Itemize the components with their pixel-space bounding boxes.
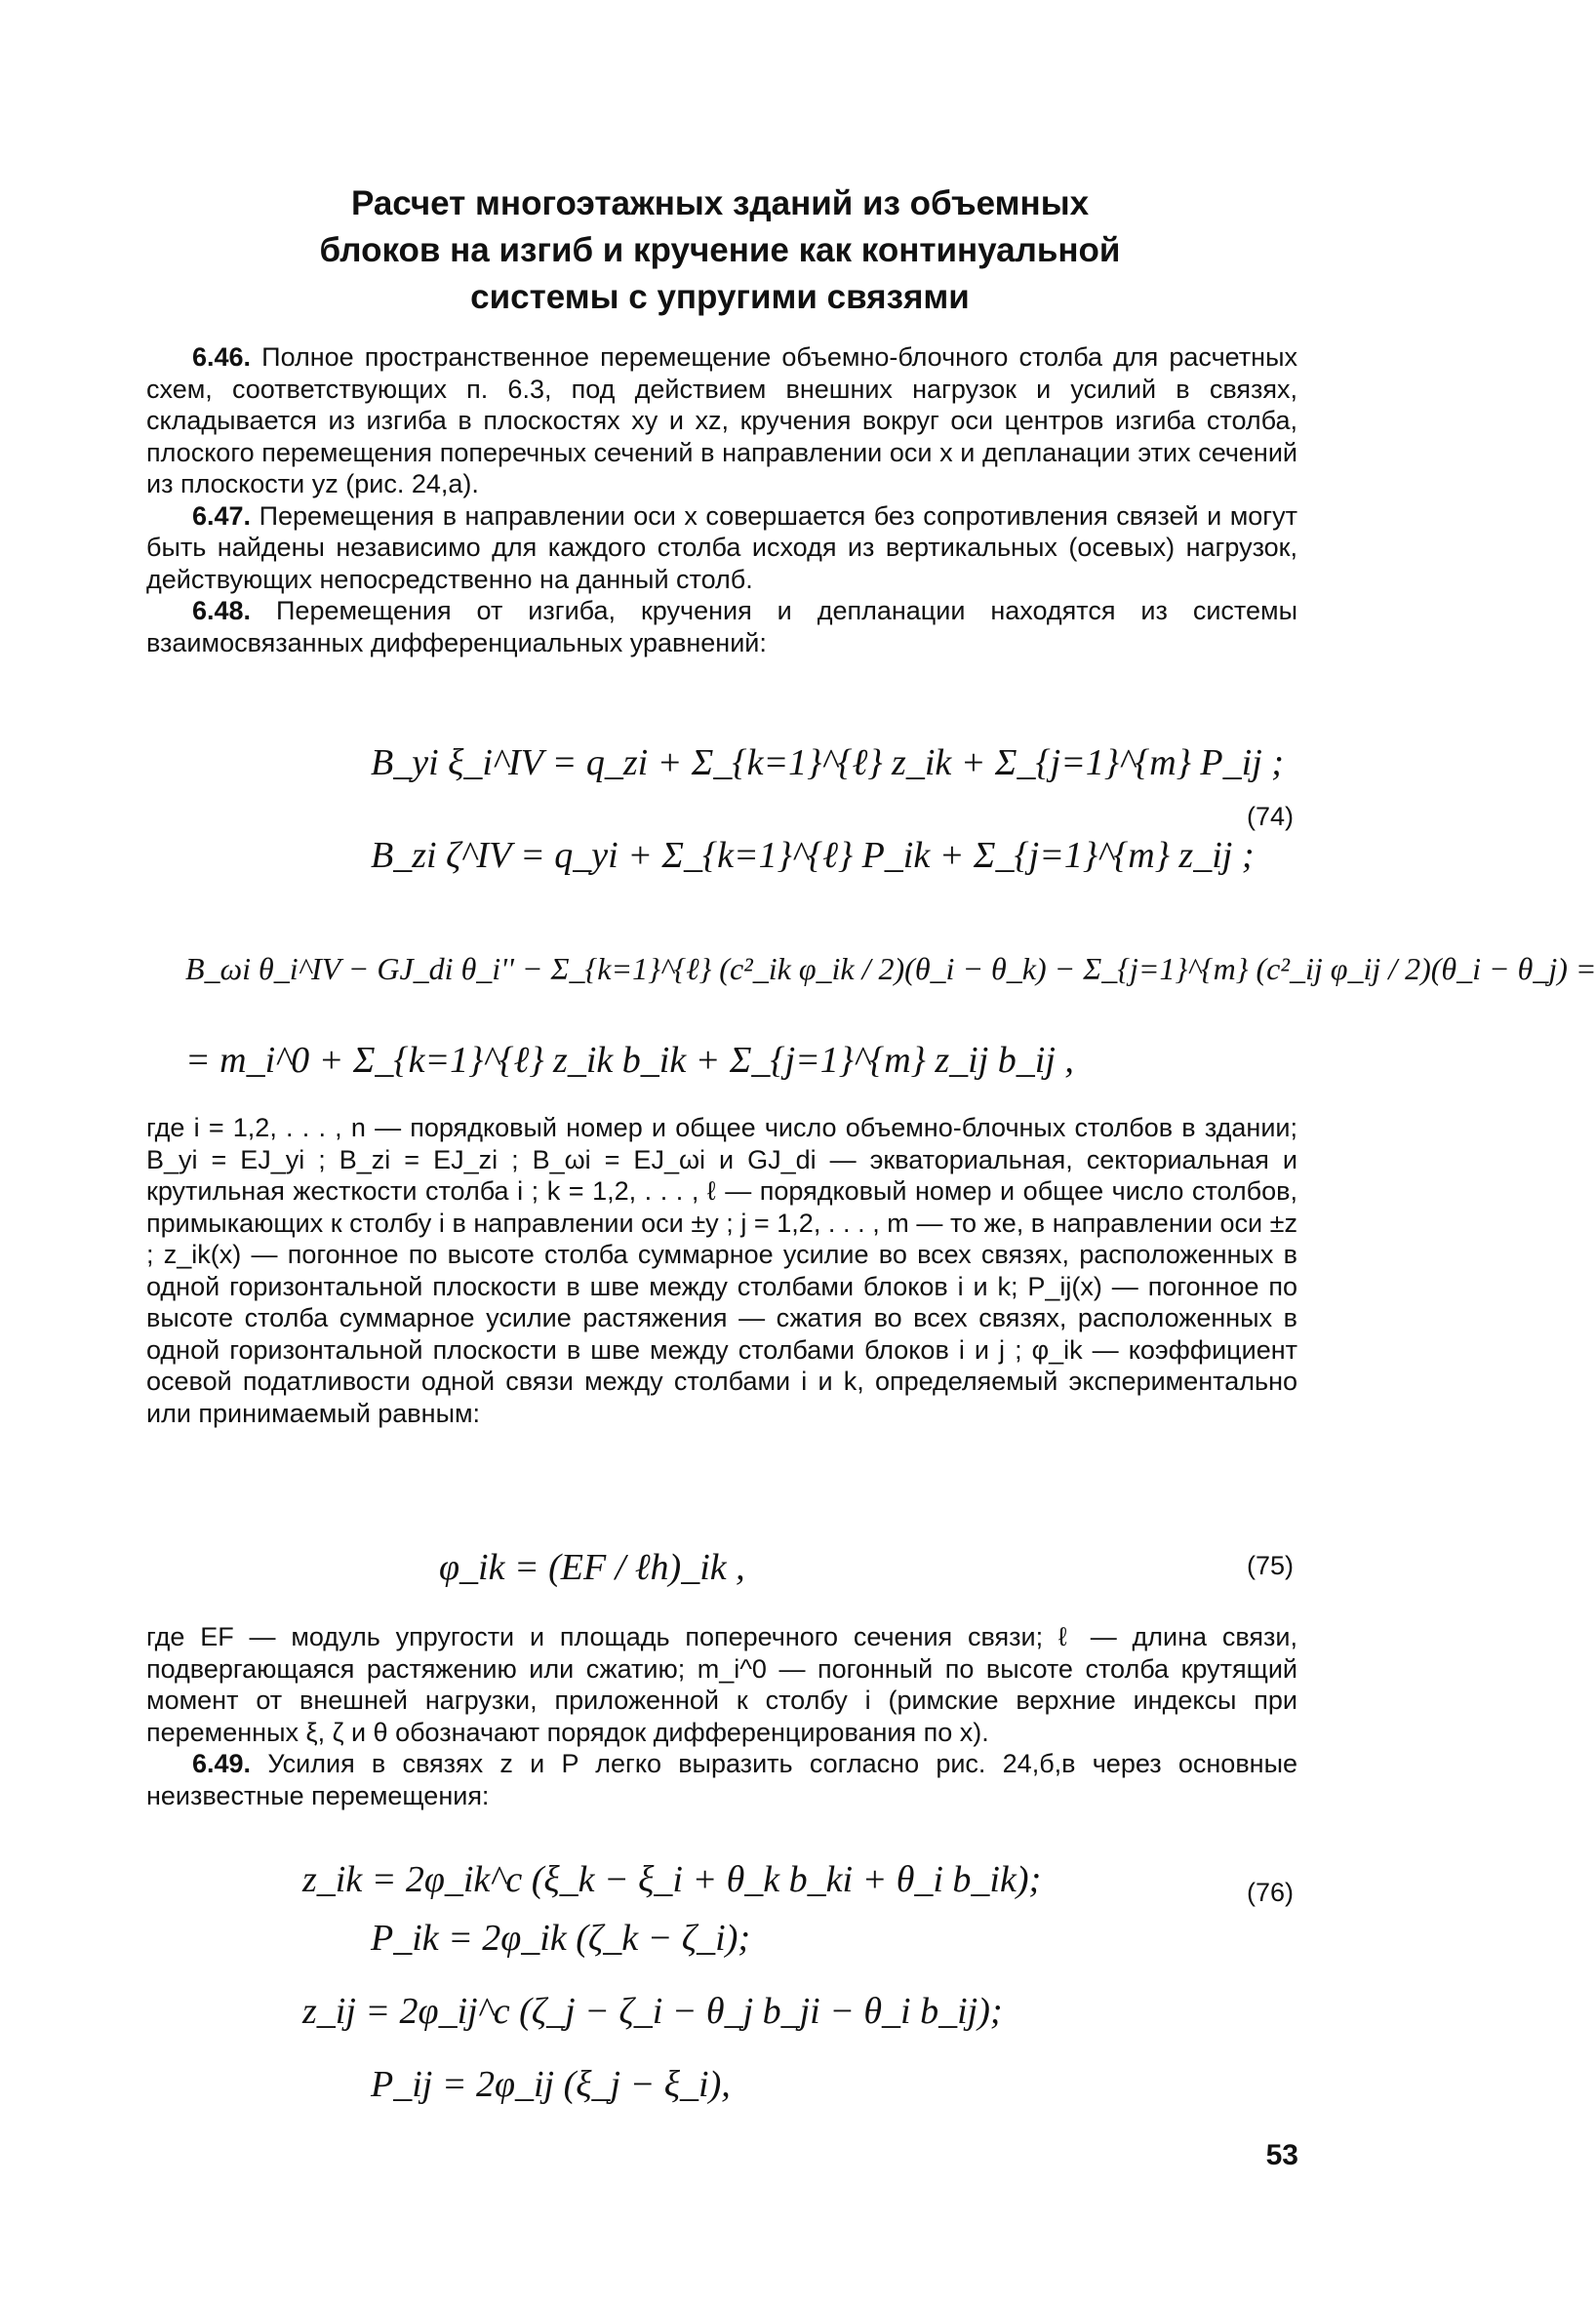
equation-76-line-2: P_ik = 2φ_ik (ζ_k − ζ_i); (371, 1918, 751, 1959)
paragraph-number: 6.47. (192, 500, 252, 531)
title-line-2: блоков на изгиб и кручение как континуальной (319, 231, 1121, 269)
paragraph-text: Полное пространственное перемещение объемно-блочного столба для расчетных схем, соответствующих п. 6.3, под действием внешних нагрузок и усилий в связях, складывается из изгиба в плоскостях xy и xz, кручения вокруг оси центров изгиба столба, плоского перемещения поперечных сечений в направлении оси x и депланации этих сечений из плоскости yz (рис. 24,а). (146, 342, 1297, 498)
where-block-1 (146, 1112, 1297, 1429)
paragraph-6-49 (146, 1748, 1297, 1811)
equation-number: (76) (1246, 1878, 1294, 1907)
paragraphs-block-1 (146, 341, 1297, 658)
equation-76-line-4: P_ij = 2φ_ij (ξ_j − ξ_i), (371, 2064, 731, 2105)
title-line-1: Расчет многоэтажных зданий из объемных (350, 184, 1090, 222)
title-line-3: системы с упругими связями (470, 278, 970, 316)
paragraph-6-48 (146, 595, 1297, 658)
paragraph-6-46 (146, 341, 1297, 500)
where-definitions-2: где EF — модуль упругости и площадь поперечного сечения связи; ℓ — длина связи, подвергающаяся растяжению или сжатию; m_i^0 — погонный по высоте столба крутящий момент от внешней нагрузки, приложенной к столбу i (римские верхние индексы при переменных ξ, ζ и θ обозначают порядок дифференцирования по x). (146, 1622, 1297, 1747)
equation-74-line-4: = m_i^0 + Σ_{k=1}^{ℓ} z_ik b_ik + Σ_{j=1}^{m} z_ij b_ij , (185, 1040, 1074, 1081)
equation-74-line-1: B_yi ξ_i^IV = q_zi + Σ_{k=1}^{ℓ} z_ik + Σ_{j=1}^{m} P_ij ; (371, 742, 1284, 783)
equation-74-line-3: B_ωi θ_i^IV − GJ_di θ_i'' − Σ_{k=1}^{ℓ} (c²_ik φ_ik / 2)(θ_i − θ_k) − Σ_{j=1}^{m} (c²_ij φ_ij / 2)(θ_i − θ_j) = (185, 951, 1596, 986)
paragraph-6-47 (146, 500, 1297, 596)
paragraph-text: Усилия в связях z и P легко выразить согласно рис. 24,б,в через основные неизвестные перемещения: (146, 1749, 1297, 1810)
equation-76-line-3: z_ij = 2φ_ij^c (ζ_j − ζ_i − θ_j b_ji − θ_i b_ij); (302, 1991, 1003, 2032)
section-title (195, 180, 1245, 321)
equation-number: (74) (1246, 802, 1294, 831)
paragraph-text: Перемещения от изгиба, кручения и депланации находятся из системы взаимосвязанных дифференциальных уравнений: (146, 596, 1297, 657)
paragraphs-block-2 (146, 1621, 1297, 1811)
equation-76-line-1: z_ik = 2φ_ik^c (ξ_k − ξ_i + θ_k b_ki + θ_i b_ik); (302, 1859, 1042, 1900)
paragraph-number: 6.49. (192, 1749, 252, 1778)
equation-74-line-2: B_zi ζ^IV = q_yi + Σ_{k=1}^{ℓ} P_ik + Σ_{j=1}^{m} z_ij ; (371, 835, 1255, 876)
page-number: 53 (1265, 2139, 1298, 2171)
where-definitions: где i = 1,2, . . . , n — порядковый номер и общее число объемно-блочных столбов в здании; B_yi = EJ_yi ; B_zi = EJ_zi ; B_ωi = EJ_ωi и GJ_di — экваториальная, секториальная и крутильная жесткости столба i ; k = 1,2, . . . , ℓ — порядковый номер и общее число столбов, примыкающих к столбу i в направлении оси ±y ; j = 1,2, . . . , m — то же, в направлении оси ±z ; z_ik(x) — погонное по высоте столба суммарное усилие во всех связях, расположенных в одной горизонтальной плоскости в шве между столбами блоков i и k; P_ij(x) — погонное по высоте столба суммарное усилие растяжения — сжатия во всех связях, расположенных в одной горизонтальной плоскости в шве между столбами блоков i и j ; φ_ik — коэффициент осевой податливости одной связи между столбами i и k, определяемый экспериментально или принимаемый равным: (146, 1113, 1297, 1428)
equation-75-formula: φ_ik = (EF / ℓh)_ik , (439, 1547, 745, 1588)
paragraph-number: 6.46. (192, 342, 252, 372)
equation-number: (75) (1246, 1551, 1294, 1580)
paragraph-number: 6.48. (192, 596, 252, 625)
paragraph-text: Перемещения в направлении оси x совершается без сопротивления связей и могут быть найдены независимо для каждого столба исходя из вертикальных (осевых) нагрузок, действующих непосредственно на данный столб. (146, 500, 1297, 594)
